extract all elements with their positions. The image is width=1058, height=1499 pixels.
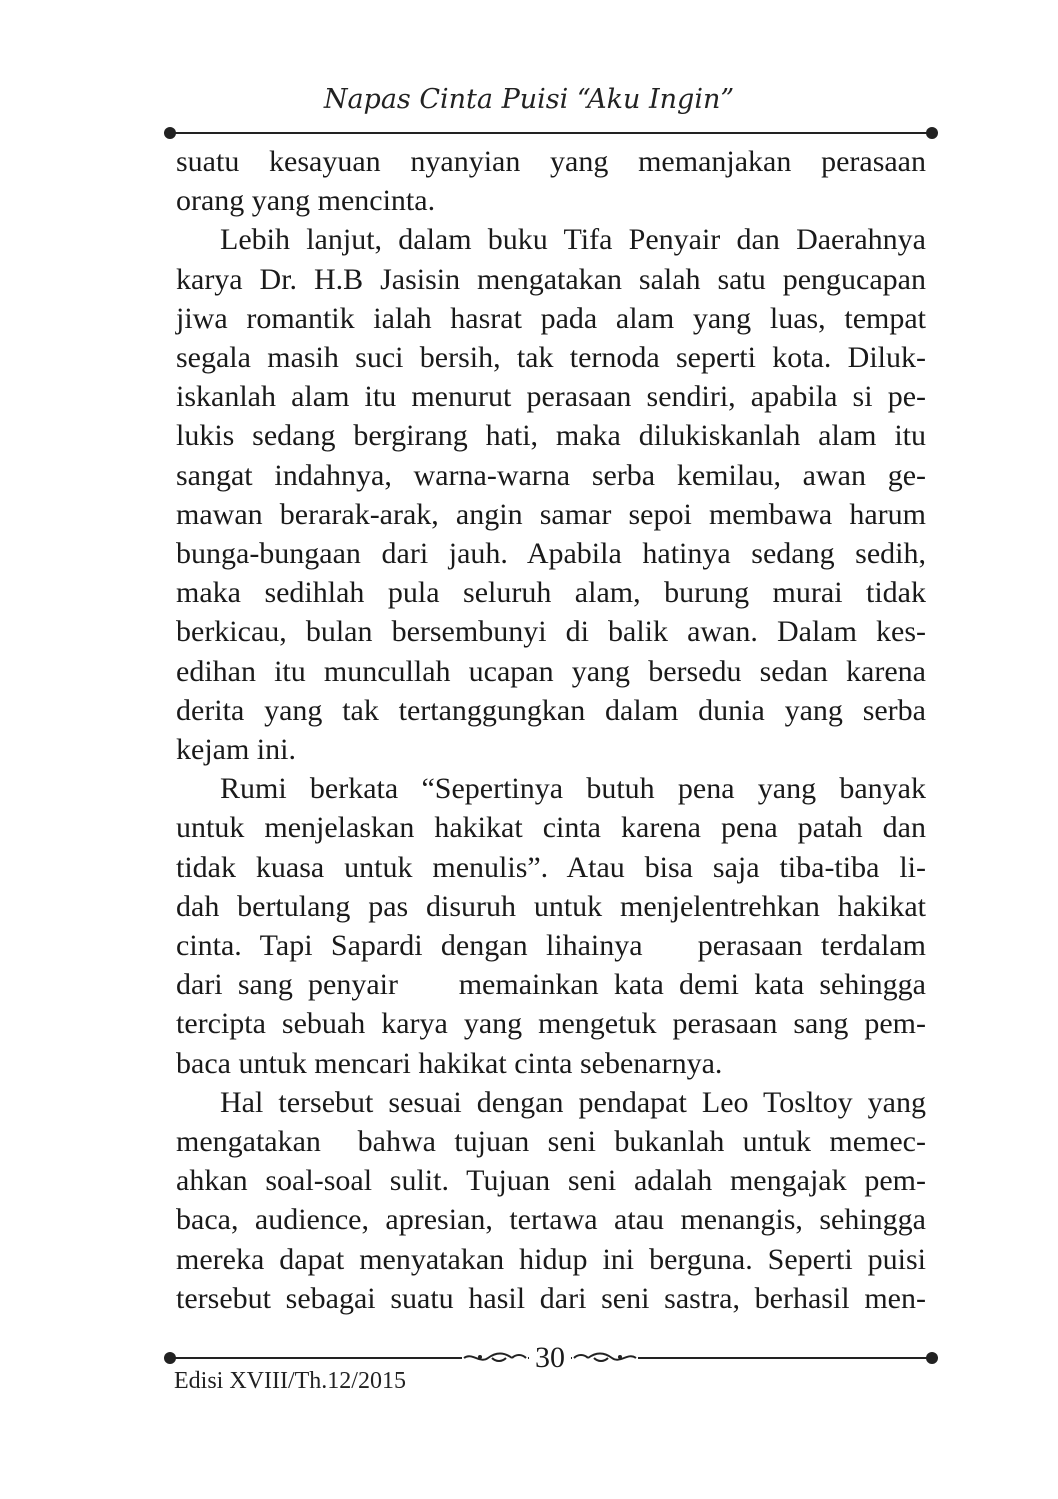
text-line: untuk menjelaskan hakikat cinta karena pena patah dan	[176, 811, 926, 845]
text-line: sangat indahnya, warna-warna serba kemilau, awan ge-	[176, 458, 926, 492]
header-rule	[170, 132, 933, 134]
paragraph	[176, 220, 926, 769]
text-line: maka sedihlah pula seluruh alam, burung murai tidak	[176, 576, 926, 610]
flourish-right-icon	[572, 1348, 638, 1368]
paragraph	[176, 1083, 926, 1318]
text-line: tersebut sebagai suatu hasil dari seni sastra, berhasil men-	[176, 1281, 926, 1315]
edition-label: Edisi XVIII/Th.12/2015	[174, 1368, 406, 1394]
text-line: bunga-bungaan dari jauh. Apabila hatinya sedang sedih,	[176, 537, 926, 571]
footer-dot-right	[926, 1352, 938, 1364]
text-line: kejam ini.	[176, 733, 296, 767]
text-line: jiwa romantik ialah hasrat pada alam yang luas, tempat	[176, 301, 926, 335]
text-line: karya Dr. H.B Jasisin mengatakan salah satu pengucapan	[176, 262, 926, 296]
body-text	[176, 142, 926, 1318]
text-line: dari sang penyair memainkan kata demi kata sehingga	[176, 968, 926, 1002]
text-line: derita yang tak tertanggungkan dalam dunia yang serba	[176, 693, 926, 727]
text-line: segala masih suci bersih, tak ternoda seperti kota. Diluk-	[176, 341, 926, 375]
text-line: dah bertulang pas disuruh untuk menjelentrehkan hakikat	[176, 889, 926, 923]
text-line: mengatakan bahwa tujuan seni bukanlah untuk memec-	[176, 1125, 926, 1159]
text-line: tidak kuasa untuk menulis”. Atau bisa saja tiba-tiba li-	[176, 850, 926, 884]
text-line: Hal tersebut sesuai dengan pendapat Leo Tosltoy yang	[220, 1085, 926, 1119]
text-line: mereka dapat menyatakan hidup ini berguna. Seperti puisi	[176, 1242, 926, 1276]
text-line: orang yang mencinta.	[176, 184, 436, 218]
text-line: tercipta sebuah karya yang mengetuk perasaan sang pem-	[176, 1007, 926, 1041]
text-line: lukis sedang bergirang hati, maka dilukiskanlah alam itu	[176, 419, 926, 453]
text-line: mawan berarak-arak, angin samar sepoi membawa harum	[176, 497, 926, 531]
text-line: Lebih lanjut, dalam buku Tifa Penyair dan Daerahnya	[220, 223, 926, 257]
paragraph	[176, 142, 926, 220]
running-header-title: Napas Cinta Puisi “Aku Ingin”	[323, 84, 735, 115]
text-line: berkicau, bulan bersembunyi di balik awan. Dalam kes-	[176, 615, 926, 649]
text-line: iskanlah alam itu menurut perasaan sendiri, apabila si pe-	[176, 380, 926, 414]
text-line: ahkan soal-soal sulit. Tujuan seni adalah mengajak pem-	[176, 1164, 926, 1198]
rule-dot-right	[926, 127, 938, 139]
text-line: edihan itu muncullah ucapan yang bersedu sedan karena	[176, 654, 926, 688]
text-line: Rumi berkata “Sepertinya butuh pena yang banyak	[220, 772, 926, 806]
text-line: suatu kesayuan nyanyian yang memanjakan perasaan	[176, 145, 926, 178]
text-line: baca untuk mencari hakikat cinta sebenarnya.	[176, 1046, 723, 1080]
page-number: 30	[529, 1341, 571, 1374]
text-line: cinta. Tapi Sapardi dengan lihainya perasaan terdalam	[176, 929, 926, 963]
paragraph	[176, 769, 926, 1083]
text-line: baca, audience, apresian, tertawa atau menangis, sehingga	[176, 1203, 926, 1237]
